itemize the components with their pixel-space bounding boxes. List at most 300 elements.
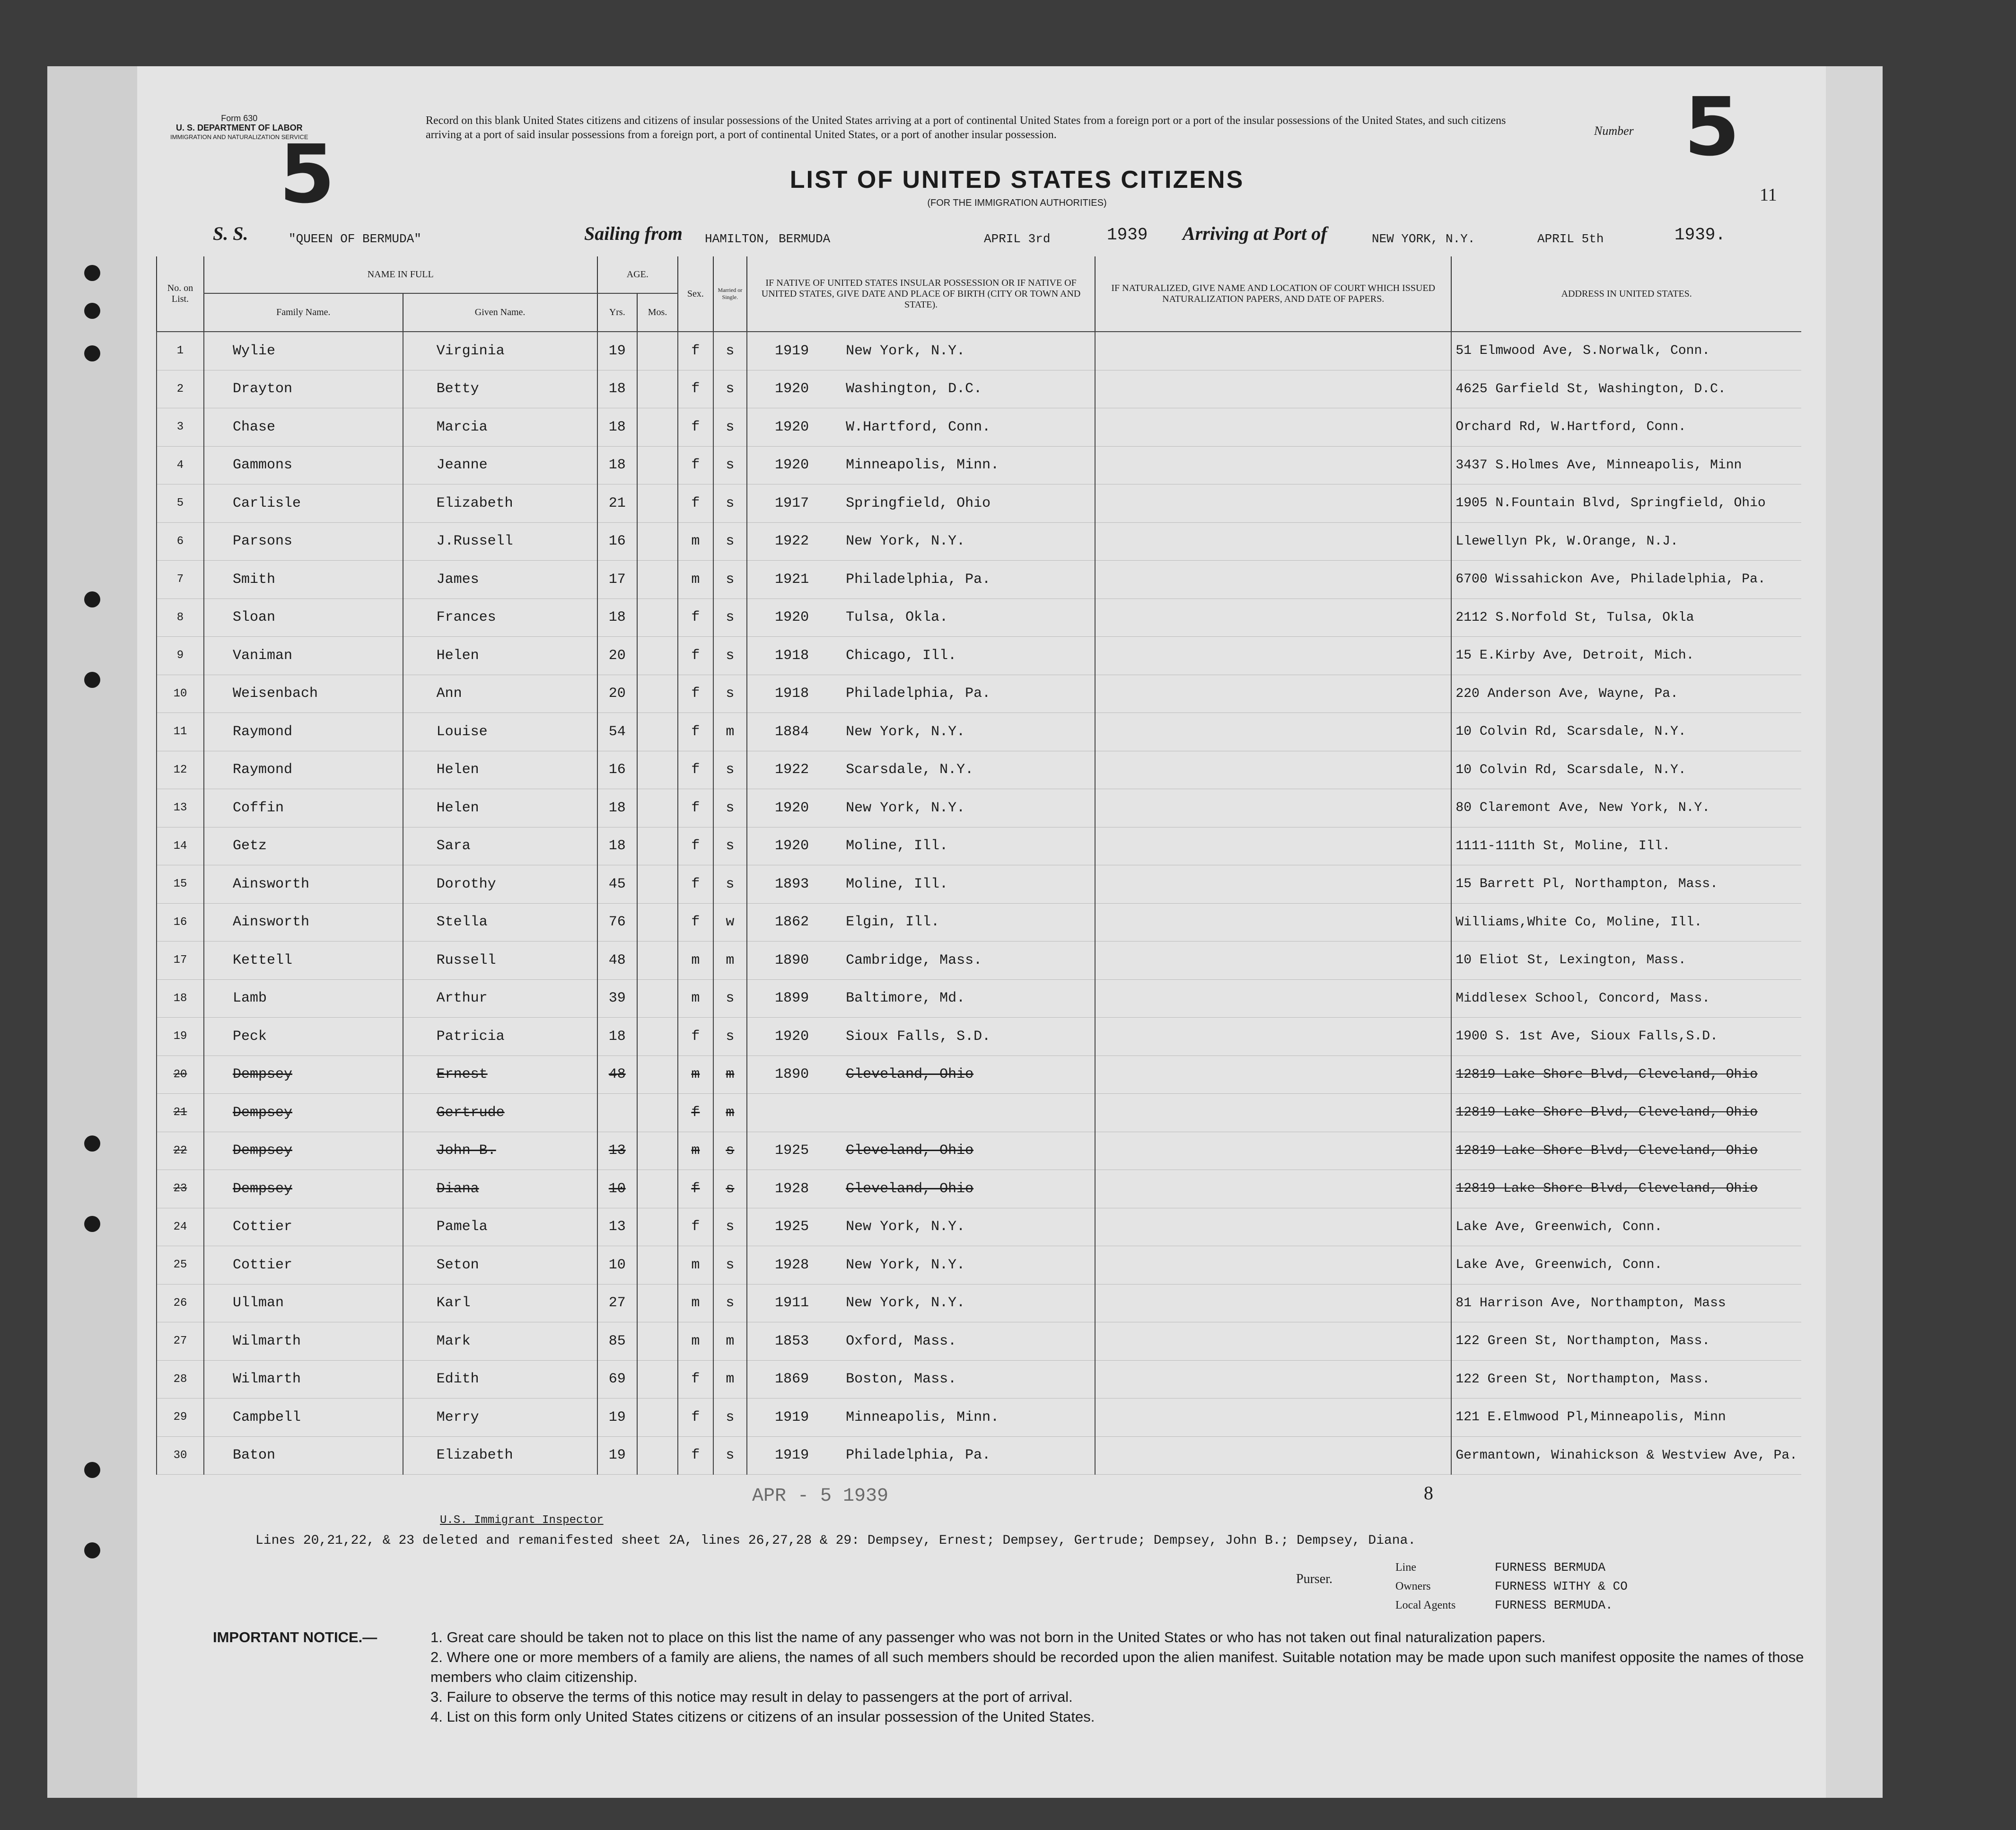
us-address: 12819 Lake Shore Blvd, Cleveland, Ohio [1451,1132,1801,1170]
given-name: Edith [403,1360,597,1399]
birth-place: Chicago, Ill. [846,647,957,664]
birth-cell [747,1360,1095,1399]
owners-value: FURNESS WITHY & CO [1495,1579,1628,1593]
birth-cell [747,1056,1095,1094]
notice-title: IMPORTANT NOTICE.— [213,1629,377,1645]
us-address: 15 Barrett Pl, Northampton, Mass. [1451,865,1801,904]
important-notice [213,1628,1821,1727]
birth-cell [747,941,1095,980]
family-name: Ullman [204,1284,403,1322]
birth-place: Sioux Falls, S.D. [846,1028,991,1045]
sailing-label: Sailing from [584,223,683,244]
given-name: Betty [403,370,597,408]
marital-status: s [713,751,747,789]
birth-year: 1925 [775,1143,809,1159]
marital-status: m [713,941,747,980]
birth-year: 1928 [775,1180,809,1197]
row-number: 14 [157,827,204,865]
family-name: Ainsworth [204,903,403,941]
birth-place: New York, N.Y. [846,1219,965,1235]
sex: m [678,522,713,561]
age-years: 18 [597,1018,638,1056]
row-number: 5 [157,484,204,523]
sex: f [678,827,713,865]
birth-year: 1911 [775,1295,809,1311]
marital-status: m [713,1056,747,1094]
table-row [157,1170,1801,1208]
birth-cell [747,484,1095,523]
age-months [637,713,678,751]
marital-status: s [713,827,747,865]
header-birth: IF NATIVE OF UNITED STATES INSULAR POSSESSION OR IF NATIVE OF UNITED STATES, GIVE DATE AND PLACE OF BIRTH (CITY OR TOWN AND STATE). [747,256,1095,332]
age-years: 19 [597,332,638,370]
row-number: 20 [157,1056,204,1094]
marital-status: w [713,903,747,941]
age-months [637,332,678,370]
birth-cell [747,979,1095,1018]
birth-cell [747,332,1095,370]
family-name: Raymond [204,751,403,789]
marital-status: m [713,1094,747,1132]
age-months [637,598,678,637]
table-row [157,1399,1801,1437]
family-name: Wilmarth [204,1322,403,1361]
us-address: 51 Elmwood Ave, S.Norwalk, Conn. [1451,332,1801,370]
sex: f [678,332,713,370]
table-row [157,446,1801,484]
family-name: Drayton [204,370,403,408]
naturalization-cell [1095,1056,1451,1094]
birth-cell [747,1132,1095,1170]
family-name: Dempsey [204,1170,403,1208]
table-row [157,1322,1801,1361]
sex: f [678,637,713,675]
age-years: 18 [597,789,638,827]
header-no: No. on List. [157,256,204,332]
row-number: 9 [157,637,204,675]
given-name: John B. [403,1132,597,1170]
binder-margin [47,66,137,1798]
table-row [157,598,1801,637]
table-row [157,484,1801,523]
age-months [637,446,678,484]
page-title: LIST OF UNITED STATES CITIZENS [789,166,1245,194]
birth-cell [747,446,1095,484]
birth-place: Moline, Ill. [846,876,948,892]
age-years: 13 [597,1208,638,1246]
birth-cell [747,637,1095,675]
birth-cell [747,598,1095,637]
age-years: 18 [597,446,638,484]
row-number: 21 [157,1094,204,1132]
age-years: 48 [597,941,638,980]
passenger-table [156,256,1801,1475]
given-name: Karl [403,1284,597,1322]
birth-place: Minneapolis, Minn. [846,1409,999,1425]
us-address: 81 Harrison Ave, Northampton, Mass [1451,1284,1801,1322]
punch-hole [84,265,100,281]
naturalization-cell [1095,1208,1451,1246]
age-months [637,370,678,408]
birth-cell [747,1322,1095,1361]
row-number: 8 [157,598,204,637]
date-stamp: APR - 5 1939 [752,1486,889,1507]
sex: f [678,1094,713,1132]
sex: f [678,1436,713,1475]
age-years: 10 [597,1170,638,1208]
family-name: Chase [204,408,403,447]
birth-place: New York, N.Y. [846,1295,965,1311]
age-months [637,1360,678,1399]
birth-cell [747,713,1095,751]
header-age: AGE. [597,256,678,293]
naturalization-cell [1095,561,1451,599]
marital-status: s [713,789,747,827]
given-name: Ann [403,675,597,713]
birth-year: 1920 [775,800,809,816]
us-address: Orchard Rd, W.Hartford, Conn. [1451,408,1801,447]
naturalization-cell [1095,1284,1451,1322]
age-months [637,408,678,447]
naturalization-cell [1095,484,1451,523]
naturalization-cell [1095,1170,1451,1208]
us-address: 12819 Lake Shore Blvd, Cleveland, Ohio [1451,1094,1801,1132]
notice-item: 3. Failure to observe the terms of this notice may result in delay to passengers at the port of arrival. [430,1689,1073,1705]
notice-item: 2. Where one or more members of a family are aliens, the names of all such members should be recorded upon the alien manifest. Suitable notation may be made upon such manifest opposite the names of those members who claim citizenship. [430,1649,1804,1685]
us-address: 122 Green St, Northampton, Mass. [1451,1360,1801,1399]
family-name: Coffin [204,789,403,827]
punch-hole [84,672,100,688]
row-number: 25 [157,1246,204,1285]
birth-cell [747,1094,1095,1132]
age-years: 20 [597,675,638,713]
naturalization-cell [1095,1436,1451,1475]
age-years: 48 [597,1056,638,1094]
birth-cell [747,561,1095,599]
sex: f [678,1399,713,1437]
birth-year: 1920 [775,1028,809,1045]
birth-year: 1922 [775,533,809,550]
birth-cell [747,1399,1095,1437]
depart-date: APRIL 3rd [984,232,1051,246]
birth-cell [747,1284,1095,1322]
birth-year: 1920 [775,838,809,854]
punch-hole [84,1462,100,1478]
birth-cell [747,1170,1095,1208]
table-row [157,1436,1801,1475]
naturalization-cell [1095,637,1451,675]
sex: f [678,370,713,408]
header-name: NAME IN FULL [204,256,597,293]
us-address: 1900 S. 1st Ave, Sioux Falls,S.D. [1451,1018,1801,1056]
age-months [637,1170,678,1208]
naturalization-cell [1095,1018,1451,1056]
birth-year: 1893 [775,876,809,892]
row-number: 7 [157,561,204,599]
birth-year: 1920 [775,381,809,397]
birth-year: 1919 [775,343,809,359]
sex: f [678,598,713,637]
birth-place: New York, N.Y. [846,800,965,816]
row-number: 26 [157,1284,204,1322]
department: U. S. DEPARTMENT OF LABOR [175,123,303,132]
given-name: Diana [403,1170,597,1208]
birth-year: 1890 [775,952,809,968]
given-name: Jeanne [403,446,597,484]
row-number: 23 [157,1170,204,1208]
row-number: 27 [157,1322,204,1361]
header-mos: Mos. [637,293,678,332]
naturalization-cell [1095,751,1451,789]
birth-place: Philadelphia, Pa. [846,1447,991,1464]
punch-hole [84,1135,100,1152]
sex: m [678,561,713,599]
ss-label: S. S. [213,223,248,244]
us-address: 121 E.Elmwood Pl,Minneapolis, Minn [1451,1399,1801,1437]
table-row [157,370,1801,408]
table-row [157,1284,1801,1322]
us-address: 80 Claremont Ave, New York, N.Y. [1451,789,1801,827]
age-months [637,1094,678,1132]
family-name: Parsons [204,522,403,561]
given-name: Pamela [403,1208,597,1246]
age-years: 76 [597,903,638,941]
row-number: 4 [157,446,204,484]
birth-place: New York, N.Y. [846,723,965,740]
header-address: ADDRESS IN UNITED STATES. [1451,256,1801,332]
marital-status: s [713,522,747,561]
family-name: Campbell [204,1399,403,1437]
birth-place: Cleveland, Ohio [846,1143,974,1159]
table-row [157,1246,1801,1285]
family-name: Kettell [204,941,403,980]
birth-year: 1919 [775,1447,809,1464]
arrive-date: APRIL 5th [1537,232,1604,246]
age-years: 13 [597,1132,638,1170]
us-address: Williams,White Co, Moline, Ill. [1451,903,1801,941]
birth-place: Baltimore, Md. [846,990,965,1007]
naturalization-cell [1095,675,1451,713]
ship-name: "QUEEN OF BERMUDA" [289,232,421,246]
sex: f [678,1018,713,1056]
family-name: Carlisle [204,484,403,523]
us-address: 3437 S.Holmes Ave, Minneapolis, Minn [1451,446,1801,484]
us-address: Germantown, Winahickson & Westview Ave, Pa. [1451,1436,1801,1475]
punch-hole [84,1542,100,1558]
naturalization-cell [1095,1132,1451,1170]
birth-cell [747,751,1095,789]
naturalization-cell [1095,941,1451,980]
table-row [157,789,1801,827]
marital-status: s [713,332,747,370]
birth-cell [747,370,1095,408]
naturalization-cell [1095,979,1451,1018]
marital-status: m [713,1322,747,1361]
marital-status: s [713,598,747,637]
marital-status: s [713,1284,747,1322]
birth-cell [747,865,1095,904]
row-number: 18 [157,979,204,1018]
birth-cell [747,408,1095,447]
birth-cell [747,1436,1095,1475]
birth-cell [747,1018,1095,1056]
given-name: Mark [403,1322,597,1361]
given-name: James [403,561,597,599]
given-name: Ernest [403,1056,597,1094]
given-name: Arthur [403,979,597,1018]
handwritten-mark: 5 [279,128,335,221]
age-months [637,979,678,1018]
sex: m [678,941,713,980]
line-label: Line [1395,1561,1416,1574]
row-number: 30 [157,1436,204,1475]
given-name: Dorothy [403,865,597,904]
family-name: Dempsey [204,1094,403,1132]
given-name: J.Russell [403,522,597,561]
header-sex: Sex. [678,256,713,332]
family-name: Dempsey [204,1132,403,1170]
agents-label: Local Agents [1395,1599,1456,1611]
age-years [597,1094,638,1132]
age-years: 39 [597,979,638,1018]
birth-year: 1869 [775,1371,809,1388]
table-row [157,827,1801,865]
marital-status: s [713,637,747,675]
naturalization-cell [1095,408,1451,447]
sex: m [678,1132,713,1170]
age-months [637,1132,678,1170]
birth-place: Oxford, Mass. [846,1333,957,1349]
naturalization-cell [1095,1322,1451,1361]
row-number: 28 [157,1360,204,1399]
age-months [637,1399,678,1437]
family-name: Wilmarth [204,1360,403,1399]
us-address: 220 Anderson Ave, Wayne, Pa. [1451,675,1801,713]
header-yrs: Yrs. [597,293,638,332]
form-number: Form 630 [221,114,258,123]
row-number: 16 [157,903,204,941]
family-name: Wylie [204,332,403,370]
agents-value: FURNESS BERMUDA. [1495,1598,1613,1612]
age-years: 18 [597,827,638,865]
notice-item: 4. List on this form only United States citizens or citizens of an insular possession of the United States. [430,1708,1095,1725]
marital-status: s [713,561,747,599]
table-row [157,675,1801,713]
arrive-year: 1939. [1674,225,1726,245]
family-name: Lamb [204,979,403,1018]
table-row [157,637,1801,675]
birth-place: Philadelphia, Pa. [846,686,991,702]
birth-place: Philadelphia, Pa. [846,571,991,588]
family-name: Ainsworth [204,865,403,904]
birth-cell [747,789,1095,827]
birth-place: New York, N.Y. [846,343,965,359]
us-address: 15 E.Kirby Ave, Detroit, Mich. [1451,637,1801,675]
age-months [637,865,678,904]
table-row [157,903,1801,941]
birth-place: Washington, D.C. [846,381,982,397]
row-number: 11 [157,713,204,751]
row-number: 13 [157,789,204,827]
deletion-note: Lines 20,21,22, & 23 deleted and remanifested sheet 2A, lines 26,27,28 & 29: Dempsey, Ernest; Dempsey, Gertrude; Dempsey, John B.; Dempsey, Diana. [255,1533,1416,1548]
inspector-label: U.S. Immigrant Inspector [440,1514,604,1527]
given-name: Sara [403,827,597,865]
marital-status: s [713,1246,747,1285]
birth-year: 1890 [775,1066,809,1083]
given-name: Russell [403,941,597,980]
birth-cell [747,903,1095,941]
age-years: 18 [597,370,638,408]
marital-status: s [713,446,747,484]
age-months [637,1436,678,1475]
right-margin-strip [1826,66,1883,1798]
table-row [157,332,1801,370]
naturalization-cell [1095,1399,1451,1437]
given-name: Virginia [403,332,597,370]
age-months [637,1018,678,1056]
birth-place: Scarsdale, N.Y. [846,762,974,778]
table-row [157,1056,1801,1094]
birth-year: 1919 [775,1409,809,1425]
age-months [637,1208,678,1246]
birth-year: 1925 [775,1219,809,1235]
row-number: 2 [157,370,204,408]
arriving-label: Arriving at Port of [1183,223,1327,244]
us-address: Lake Ave, Greenwich, Conn. [1451,1246,1801,1285]
family-name: Baton [204,1436,403,1475]
marital-status: s [713,1208,747,1246]
us-address: 10 Colvin Rd, Scarsdale, N.Y. [1451,751,1801,789]
sex: f [678,408,713,447]
age-months [637,751,678,789]
birth-place: Cambridge, Mass. [846,952,982,968]
service: IMMIGRATION AND NATURALIZATION SERVICE [170,133,308,141]
given-name: Louise [403,713,597,751]
sex: f [678,713,713,751]
sex: m [678,979,713,1018]
us-address: 10 Colvin Rd, Scarsdale, N.Y. [1451,713,1801,751]
table-row [157,1094,1801,1132]
birth-place: Cleveland, Ohio [846,1180,974,1197]
depart-year: 1939 [1107,225,1148,245]
us-address: Llewellyn Pk, W.Orange, N.J. [1451,522,1801,561]
naturalization-cell [1095,713,1451,751]
birth-year: 1921 [775,571,809,588]
number-value: 5 [1684,80,1740,174]
naturalization-cell [1095,903,1451,941]
table-row [157,408,1801,447]
marital-status: m [713,713,747,751]
row-number: 1 [157,332,204,370]
age-years: 45 [597,865,638,904]
sex: f [678,1360,713,1399]
age-years: 17 [597,561,638,599]
page-mark: 11 [1760,185,1777,205]
naturalization-cell [1095,598,1451,637]
age-months [637,522,678,561]
number-label: Number [1594,124,1634,138]
age-months [637,1322,678,1361]
sex: f [678,903,713,941]
given-name: Stella [403,903,597,941]
age-months [637,1284,678,1322]
marital-status: s [713,408,747,447]
marital-status: s [713,865,747,904]
birth-year: 1917 [775,495,809,511]
sex: f [678,751,713,789]
family-name: Sloan [204,598,403,637]
us-address: Lake Ave, Greenwich, Conn. [1451,1208,1801,1246]
